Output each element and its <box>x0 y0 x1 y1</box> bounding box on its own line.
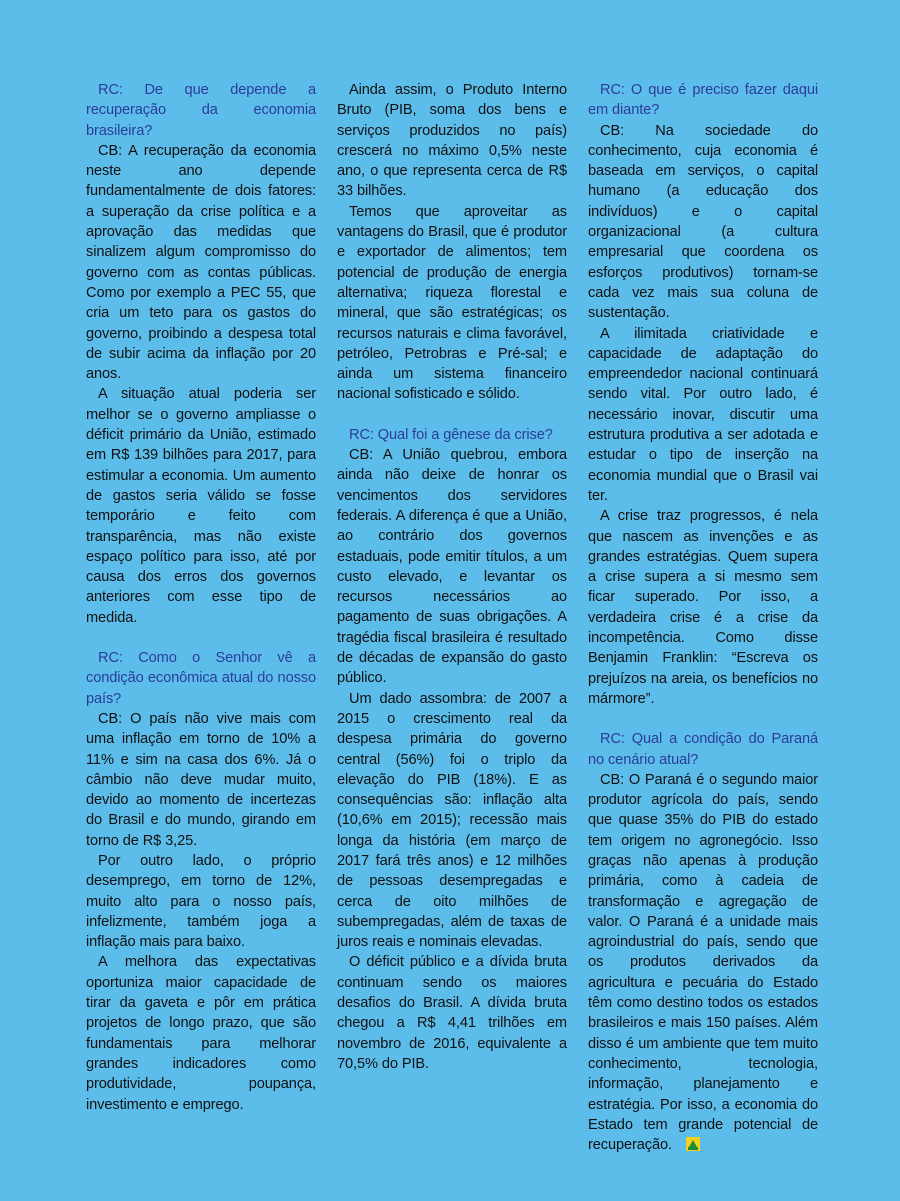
question-4: RC: O que é preciso fazer daqui em diante? <box>588 82 818 119</box>
question-1: RC: De que depende a recuperação da economia brasileira? <box>86 82 316 139</box>
column-1 <box>86 80 316 1115</box>
question-5: RC: Qual a condição do Paraná no cenário atual? <box>588 731 818 768</box>
answer-paragraph: Temos que aproveitar as vantagens do Brasil, que é produtor e exportador de alimentos; tem potencial de produção de energia alternativa; riqueza florestal e mineral, que são estratégicas; os recursos naturais e clima favorável, petróleo, Petrobras e Pré-sal; e ainda um sistema financeiro nacional sofisticado e sólido. <box>337 203 567 403</box>
column-2 <box>337 80 567 1074</box>
answer-paragraph: A crise traz progressos, é nela que nascem as invenções e as grandes estratégias. Quem supera a crise supera a si mesmo sem ficar superado. Por isso, a verdadeira crise é a crise da incompetência. Como disse Benjamin Franklin: “Escreva os prejuízos na areia, os benefícios no mármore”. <box>588 508 818 707</box>
answer-paragraph: Ainda assim, o Produto Interno Bruto (PIB, soma dos bens e serviços produzidos no país) crescerá no máximo 0,5% neste ano, o que representa cerca de R$ 33 bilhões. <box>337 82 567 200</box>
question-2: RC: Como o Senhor vê a condição econômica atual do nosso país? <box>86 650 316 707</box>
question-3: RC: Qual foi a gênese da crise? <box>349 426 553 443</box>
answer-paragraph: CB: Na sociedade do conhecimento, cuja economia é baseada em serviços, o capital humano (a educação dos indivíduos) e o capital organizacional (a cultura empresarial que coordena os esforços produtivos) tornam-se cada vez mais sua coluna de sustentação. <box>588 122 818 322</box>
answer-paragraph: A melhora das expectativas oportuniza maior capacidade de tirar da gaveta e pôr em prática projetos de longo prazo, que são fundamentais para melhorar grandes indicadores como produtividade, poupança, investimento e emprego. <box>86 954 316 1113</box>
answer-paragraph: O déficit público e a dívida bruta continuam sendo os maiores desafios do Brasil. A dívida bruta chegou a R$ 4,41 trilhões em novembro de 2016, equivalente a 70,5% do PIB. <box>337 954 567 1072</box>
end-of-article-icon <box>674 1137 688 1151</box>
answer-paragraph: CB: A União quebrou, embora ainda não deixe de honrar os vencimentos dos servidores federais. A diferença é que a União, ao contrário dos governos estaduais, pode emitir títulos, a um custo elevado, e levantar os recursos necessários ao pagamento de suas obrigações. A tragédia fiscal brasileira é resultado de décadas de expansão do gasto público. <box>337 447 567 687</box>
answer-paragraph: A ilimitada criatividade e capacidade de adaptação do empreendedor nacional continuará sendo vital. Por outro lado, é necessário inovar, discutir uma estrutura produtiva a ser adotada e estudar o tipo de inserção na economia mundial que o Brasil vai ter. <box>588 325 818 504</box>
answer-paragraph: Por outro lado, o próprio desemprego, em torno de 12%, muito alto para o nosso país, infelizmente, também joga a inflação mais para baixo. <box>86 852 316 951</box>
answer-paragraph: CB: A recuperação da economia neste ano depende fundamentalmente de dois fatores: a superação da crise política e a aprovação das medidas que sinalizem algum compromisso do governo com as contas públicas. Como por exemplo a PEC 55, que cria um teto para os gastos do governo, proibindo a despesa total de subir acima da inflação por 20 anos. <box>86 142 316 383</box>
final-answer-paragraph <box>588 770 818 1156</box>
answer-text: CB: O Paraná é o segundo maior produtor agrícola do país, sendo que quase 35% do PIB do estado tem origem no agronegócio. Isso graças não apenas à produção primária, como à cadeia de transformação e agregação de valor. O Paraná é a unidade mais agroindustrial do país, sendo que os produtos derivados da agricultura e pecuária do Estado têm como destino todos os estados brasileiros e mais 150 países. Além disso é um ambiente que tem muito conhecimento, tecnologia, informação, planejamento e estratégia. Por isso, a economia do Estado tem grande potencial de recuperação. <box>588 771 818 1154</box>
column-3 <box>588 80 818 1155</box>
answer-paragraph: CB: O país não vive mais com uma inflação em torno de 10% a 11% e sim na casa dos 6%. Já o câmbio não deve mudar muito, devido ao momento de incertezas do Brasil e do mundo, girando em torno de R$ 3,25. <box>86 710 316 849</box>
answer-paragraph: Um dado assombra: de 2007 a 2015 o crescimento real da despesa primária do governo central (56%) foi o triplo da elevação do PIB (18%). E as consequências são: inflação alta (10,6% em 2015); recessão mais longa da história (em março de 2017 fará três anos) e 12 milhões de pessoas desempregadas e cerca de oito milhões de subempregadas, além de taxas de juros reais e nominais elevadas. <box>337 690 567 951</box>
answer-paragraph: A situação atual poderia ser melhor se o governo ampliasse o déficit primário da União, estimado em R$ 139 bilhões para 2017, para estimular a economia. Um aumento de gastos seria válido se fosse temporário e feito com transparência, mas não existe espaço político para isso, até por causa dos erros dos governos anteriores com esse tipo de medida. <box>86 386 316 626</box>
